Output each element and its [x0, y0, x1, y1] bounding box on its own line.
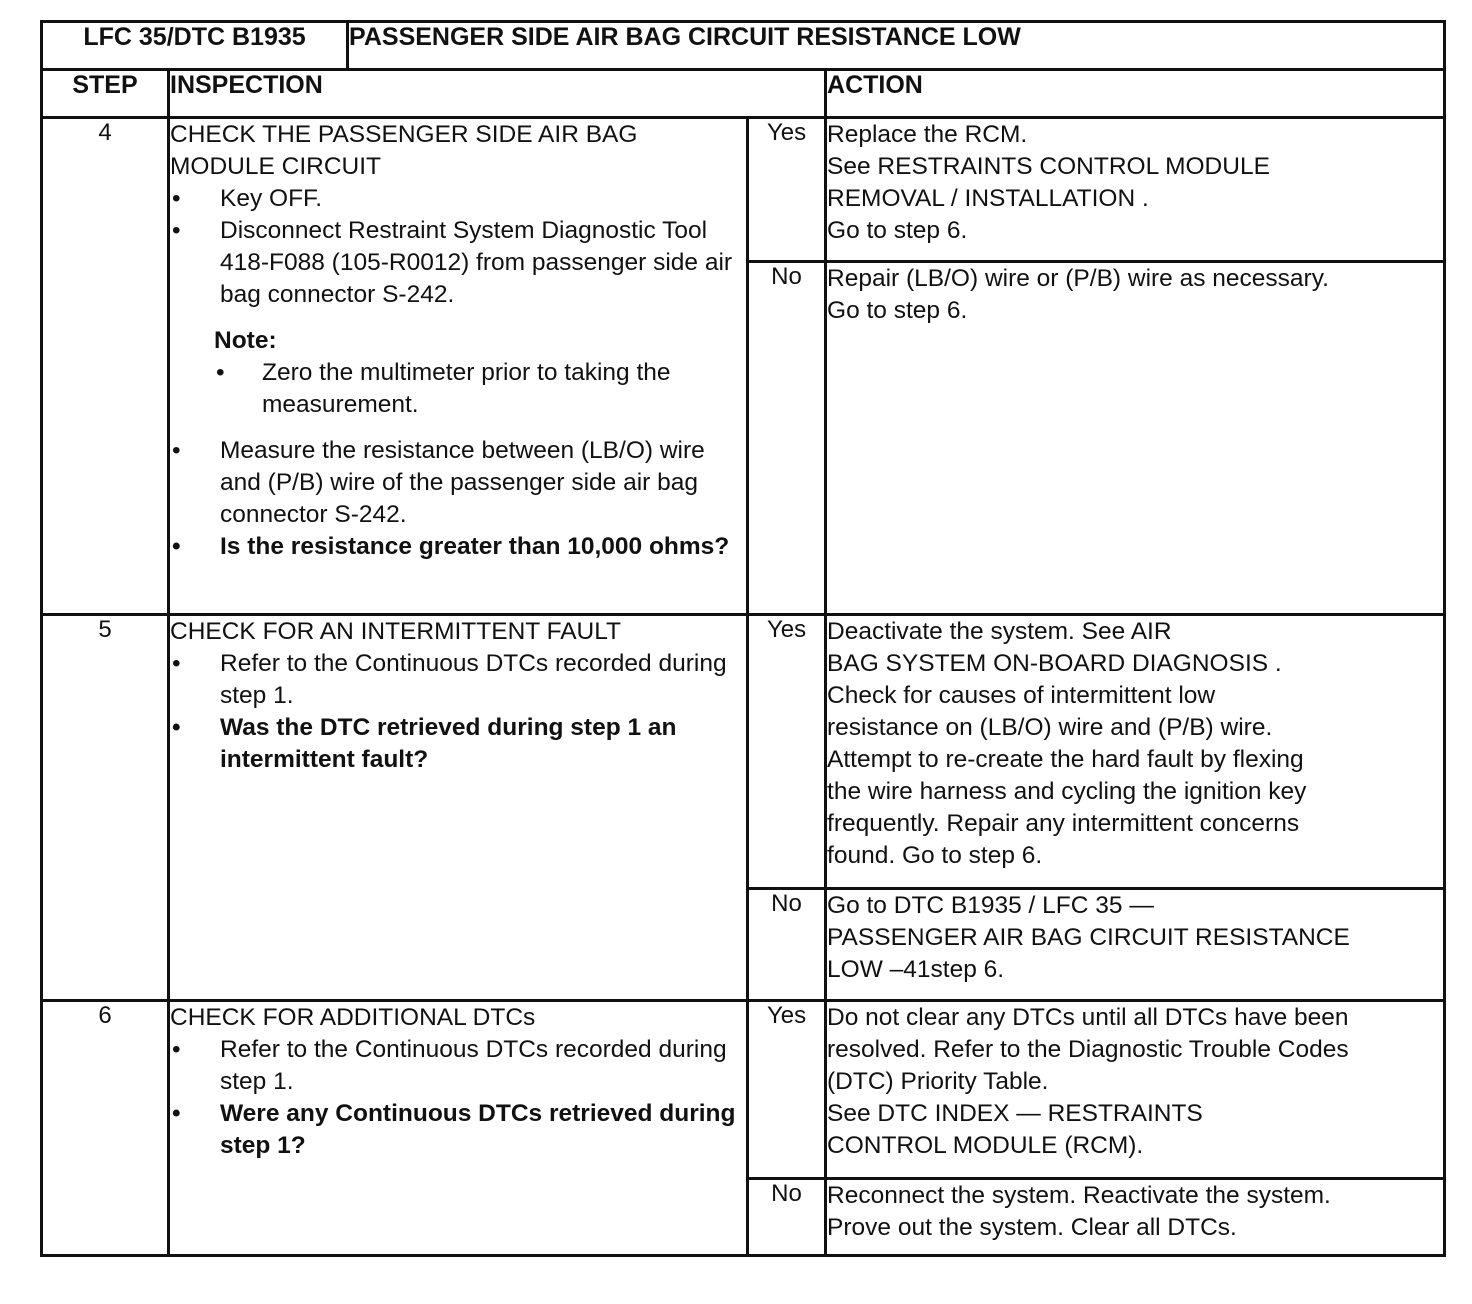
step-4-inspection: [169, 118, 748, 615]
yes-label: Yes: [748, 1001, 826, 1179]
inspection-bullets: [170, 1034, 746, 1162]
action-line: Do not clear any DTCs until all DTCs have been: [827, 1004, 1349, 1031]
step-6-yes-row: [42, 1001, 1445, 1179]
note-block: [214, 325, 746, 421]
no-label: No: [748, 1179, 826, 1256]
action-line: Prove out the system. Clear all DTCs.: [827, 1214, 1237, 1241]
action-line: REMOVAL / INSTALLATION .: [827, 185, 1149, 212]
inspection-bullets: [170, 648, 746, 776]
inspection-question: • Were any Continuous DTCs retrieved during step 1?: [170, 1098, 746, 1162]
action-column-header: ACTION: [826, 70, 1445, 118]
inspection-bullet: • Measure the resistance between (LB/O) wire and (P/B) wire of the passenger side air bag connector S-242.: [170, 435, 746, 531]
action-line: Replace the RCM.: [827, 121, 1028, 148]
no-label: No: [748, 262, 826, 615]
inspection-bullet: • Key OFF.: [170, 183, 746, 215]
action-line: LOW –41step 6.: [827, 956, 1005, 983]
action-line: Check for causes of intermittent low: [827, 682, 1216, 709]
inspection-title-line: MODULE CIRCUIT: [170, 153, 381, 180]
step-6-inspection: [169, 1001, 748, 1256]
dtc-title-cell: PASSENGER SIDE AIR BAG CIRCUIT RESISTANCE LOW: [348, 22, 1445, 70]
inspection-bullets-after-note: [170, 435, 746, 563]
step-4-yes-row: [42, 118, 1445, 262]
action-line: the wire harness and cycling the ignition key: [827, 778, 1307, 805]
note-bullets: [214, 357, 746, 421]
step-number: 4: [42, 118, 169, 615]
action-line: frequently. Repair any intermittent concerns: [827, 810, 1300, 837]
note-title: Note:: [214, 327, 277, 354]
inspection-bullet: • Refer to the Continuous DTCs recorded during step 1.: [170, 1034, 746, 1098]
step-number: 5: [42, 615, 169, 1001]
diagnostic-table-frame: [40, 20, 1443, 1262]
action-line: resistance on (LB/O) wire and (P/B) wire.: [827, 714, 1273, 741]
action-line: BAG SYSTEM ON-BOARD DIAGNOSIS .: [827, 650, 1282, 677]
inspection-bullet: • Refer to the Continuous DTCs recorded during step 1.: [170, 648, 746, 712]
yes-label: Yes: [748, 615, 826, 889]
inspection-title-line: CHECK FOR AN INTERMITTENT FAULT: [170, 618, 622, 645]
inspection-title-line: CHECK FOR ADDITIONAL DTCs: [170, 1004, 536, 1031]
dtc-code-cell: LFC 35/DTC B1935: [42, 22, 348, 70]
step-6-yes-action: [826, 1001, 1445, 1179]
column-header-row: [42, 70, 1445, 118]
action-line: Go to step 6.: [827, 297, 968, 324]
inspection-column-header: INSPECTION: [169, 70, 826, 118]
action-line: See DTC INDEX — RESTRAINTS: [827, 1100, 1203, 1127]
step-number: 6: [42, 1001, 169, 1256]
step-5-inspection: [169, 615, 748, 1001]
step-5-yes-action: [826, 615, 1445, 889]
action-line: Go to DTC B1935 / LFC 35 —: [827, 892, 1154, 919]
inspection-bullets: [170, 183, 746, 311]
yes-label: Yes: [748, 118, 826, 262]
no-label: No: [748, 889, 826, 1001]
action-line: Go to step 6.: [827, 217, 968, 244]
diagnostic-table: [40, 20, 1446, 1257]
action-line: PASSENGER AIR BAG CIRCUIT RESISTANCE: [827, 924, 1350, 951]
inspection-question: • Was the DTC retrieved during step 1 an intermittent fault?: [170, 712, 746, 776]
step-5-no-action: [826, 889, 1445, 1001]
action-line: Reconnect the system. Reactivate the system.: [827, 1182, 1331, 1209]
step-5-yes-row: [42, 615, 1445, 889]
step-6-no-action: [826, 1179, 1445, 1256]
step-4-no-action: [826, 262, 1445, 615]
inspection-title-line: CHECK THE PASSENGER SIDE AIR BAG: [170, 121, 638, 148]
action-line: Attempt to re-create the hard fault by flexing: [827, 746, 1304, 773]
note-bullet: • Zero the multimeter prior to taking the measurement.: [214, 357, 746, 421]
step-column-header: STEP: [42, 70, 169, 118]
inspection-question: • Is the resistance greater than 10,000 ohms?: [170, 531, 746, 563]
action-line: Repair (LB/O) wire or (P/B) wire as necessary.: [827, 265, 1329, 292]
action-line: resolved. Refer to the Diagnostic Trouble Codes: [827, 1036, 1349, 1063]
action-line: (DTC) Priority Table.: [827, 1068, 1049, 1095]
action-line: found. Go to step 6.: [827, 842, 1043, 869]
action-line: See RESTRAINTS CONTROL MODULE: [827, 153, 1270, 180]
action-line: Deactivate the system. See AIR: [827, 618, 1172, 645]
step-4-yes-action: [826, 118, 1445, 262]
title-row: [42, 22, 1445, 70]
action-line: CONTROL MODULE (RCM).: [827, 1132, 1144, 1159]
inspection-bullet: • Disconnect Restraint System Diagnostic Tool 418-F088 (105-R0012) from passenger side air bag connector S-242.: [170, 215, 746, 311]
